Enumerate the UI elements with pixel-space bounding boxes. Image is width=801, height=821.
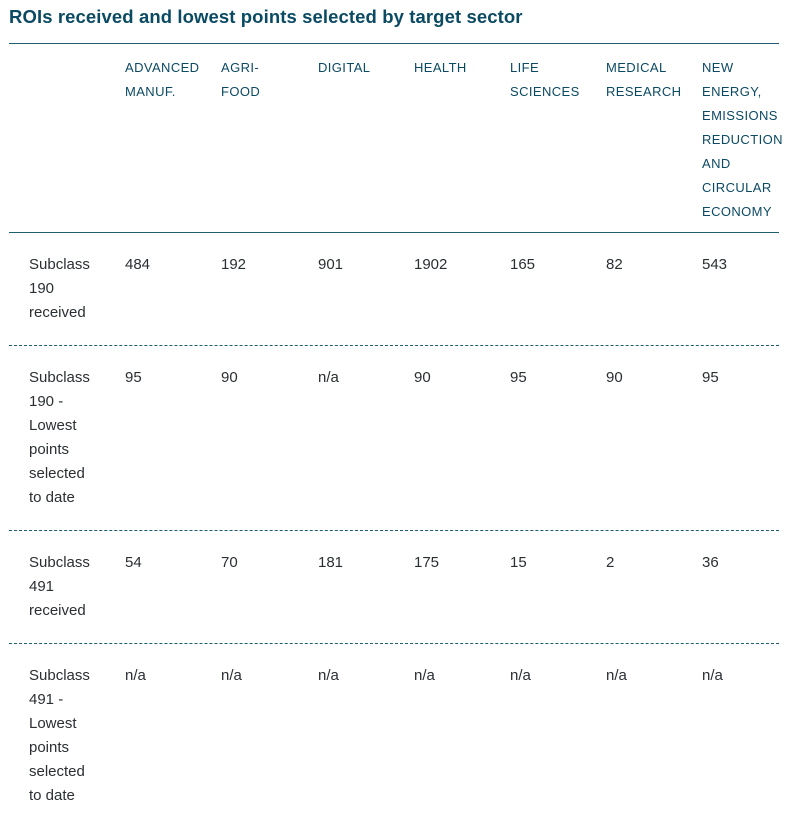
table-cell: 1902 bbox=[414, 256, 448, 273]
table-cell: n/a bbox=[510, 667, 531, 684]
table-cell: n/a bbox=[606, 667, 627, 684]
row-divider bbox=[9, 345, 779, 346]
table-cell: 90 bbox=[414, 369, 431, 386]
table-cell: 165 bbox=[510, 256, 536, 273]
header-bottom-rule bbox=[9, 232, 779, 233]
table-cell: n/a bbox=[702, 667, 723, 684]
table-cell: 95 bbox=[702, 369, 719, 386]
table-cell: 36 bbox=[702, 554, 719, 571]
table-cell: 192 bbox=[221, 256, 247, 273]
table-cell: n/a bbox=[221, 667, 242, 684]
row-header: Subclass 190 - Lowest points selected to date bbox=[29, 369, 90, 506]
row-header: Subclass 190 received bbox=[29, 256, 90, 321]
table-cell: 901 bbox=[318, 256, 344, 273]
table-cell: 70 bbox=[221, 554, 238, 571]
column-header-health: HEALTH bbox=[414, 60, 467, 75]
table-title: ROIs received and lowest points selected by target sector bbox=[9, 6, 523, 27]
column-header-digital: DIGITAL bbox=[318, 60, 371, 75]
column-header-advanced-manufacturing: ADVANCED MANUF. bbox=[125, 60, 200, 99]
row-divider bbox=[9, 643, 779, 644]
table-cell: 15 bbox=[510, 554, 527, 571]
table-cell: 95 bbox=[510, 369, 527, 386]
table-cell: n/a bbox=[318, 667, 339, 684]
row-header: Subclass 491 received bbox=[29, 554, 90, 619]
table-cell: 484 bbox=[125, 256, 151, 273]
column-header-life-sciences: LIFE SCIENCES bbox=[510, 60, 580, 99]
table-cell: 543 bbox=[702, 256, 728, 273]
table-cell: 95 bbox=[125, 369, 142, 386]
table-cell: 82 bbox=[606, 256, 623, 273]
table-cell: 90 bbox=[606, 369, 623, 386]
row-header: Subclass 491 - Lowest points selected to date bbox=[29, 667, 90, 804]
table-cell: 175 bbox=[414, 554, 440, 571]
table-top-rule bbox=[9, 43, 779, 44]
table-cell: n/a bbox=[125, 667, 146, 684]
table-cell: 2 bbox=[606, 554, 615, 571]
table-cell: n/a bbox=[318, 369, 339, 386]
row-divider bbox=[9, 530, 779, 531]
table-cell: n/a bbox=[414, 667, 435, 684]
column-header-medical-research: MEDICAL RESEARCH bbox=[606, 60, 682, 99]
table-cell: 181 bbox=[318, 554, 344, 571]
column-header-new-energy: NEW ENERGY, EMISSIONS REDUCTION AND CIRCULAR ECONOMY bbox=[702, 60, 783, 219]
column-header-agri-food: AGRI- FOOD bbox=[221, 60, 261, 99]
table-cell: 90 bbox=[221, 369, 238, 386]
table-cell: 54 bbox=[125, 554, 142, 571]
